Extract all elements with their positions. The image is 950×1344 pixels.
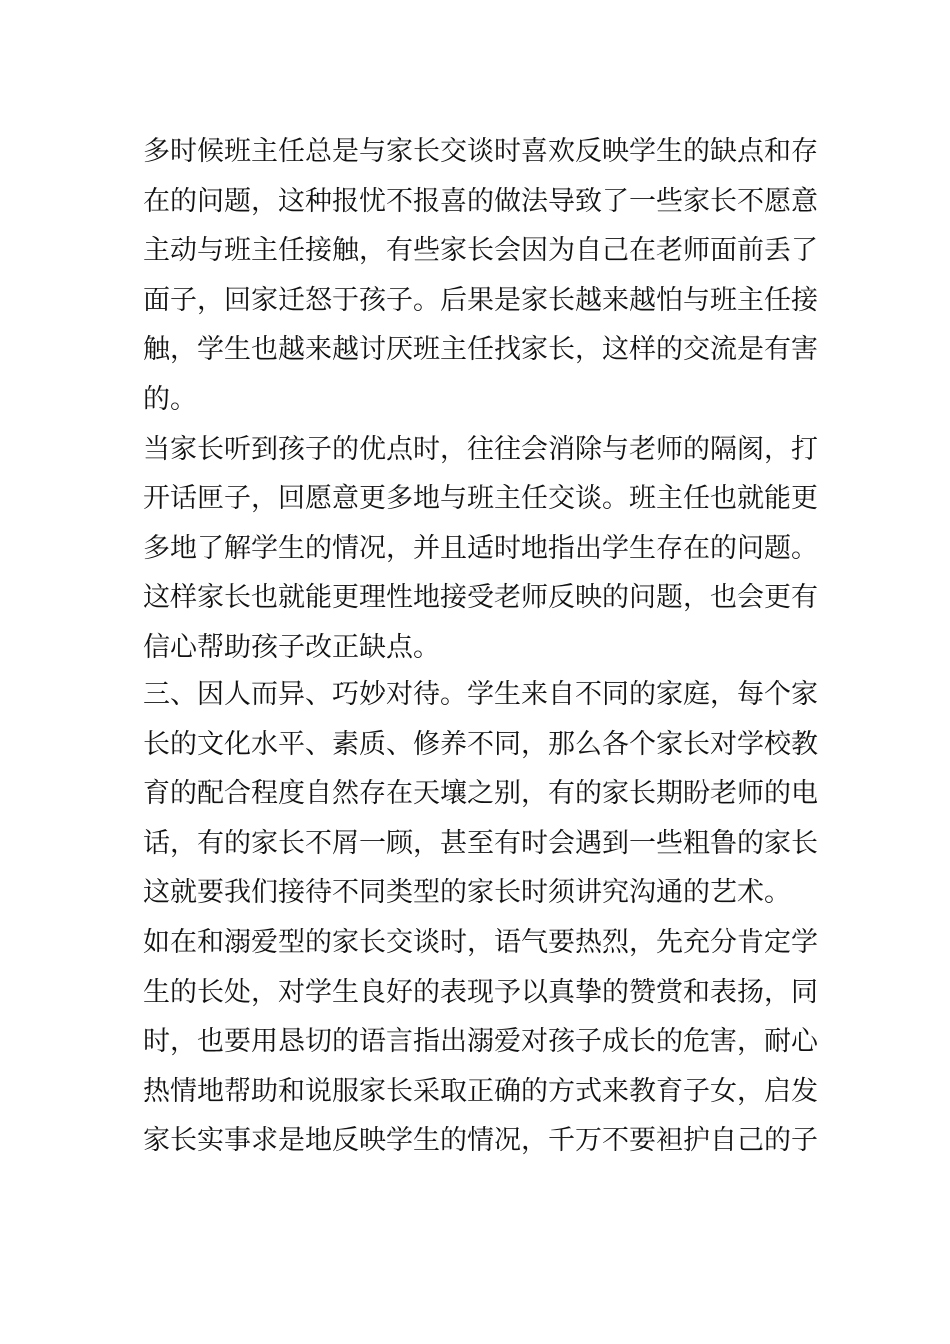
text-block-lower xyxy=(143,670,818,1166)
text-line: 这样家长也就能更理性地接受老师反映的问题，也会更有 xyxy=(143,582,818,614)
text-line: 多地了解学生的情况，并且适时地指出学生存在的问题。 xyxy=(143,532,818,564)
text-block-upper xyxy=(143,127,818,673)
text-line: 长的文化水平、素质、修养不同，那么各个家长对学校教 xyxy=(143,728,818,760)
text-line: 的。 xyxy=(143,383,197,415)
text-line: 主动与班主任接触，有些家长会因为自己在老师面前丢了 xyxy=(143,235,818,267)
text-line: 三、因人而异、巧妙对待。学生来自不同的家庭，每个家 xyxy=(143,679,818,710)
text-line: 信心帮助孩子改正缺点。 xyxy=(143,631,440,663)
text-line: 多时候班主任总是与家长交谈时喜欢反映学生的缺点和存 xyxy=(143,136,818,167)
text-line: 时，也要用恳切的语言指出溺爱对孩子成长的危害，耐心 xyxy=(143,1026,818,1058)
text-line: 生的长处，对学生良好的表现予以真挚的赞赏和表扬，同 xyxy=(143,976,818,1008)
text-line: 在的问题，这种报忧不报喜的做法导致了一些家长不愿意 xyxy=(143,185,818,217)
text-line: 家长实事求是地反映学生的情况，千万不要袒护自己的子 xyxy=(143,1125,818,1157)
text-line: 话，有的家长不屑一顾，甚至有时会遇到一些粗鲁的家长 xyxy=(143,827,818,859)
text-line: 这就要我们接待不同类型的家长时须讲究沟通的艺术。 xyxy=(143,877,791,909)
text-line: 育的配合程度自然存在天壤之别，有的家长期盼老师的电 xyxy=(143,778,818,810)
text-line: 面子，回家迁怒于孩子。后果是家长越来越怕与班主任接 xyxy=(143,284,818,316)
text-line: 如在和溺爱型的家长交谈时，语气要热烈，先充分肯定学 xyxy=(143,926,818,958)
text-line: 触，学生也越来越讨厌班主任找家长，这样的交流是有害 xyxy=(143,334,818,366)
text-line: 热情地帮助和说服家长采取正确的方式来教育子女，启发 xyxy=(143,1075,818,1107)
text-line: 当家长听到孩子的优点时，往往会消除与老师的隔阂，打 xyxy=(143,433,818,465)
text-line: 开话匣子，回愿意更多地与班主任交谈。班主任也就能更 xyxy=(143,483,818,515)
